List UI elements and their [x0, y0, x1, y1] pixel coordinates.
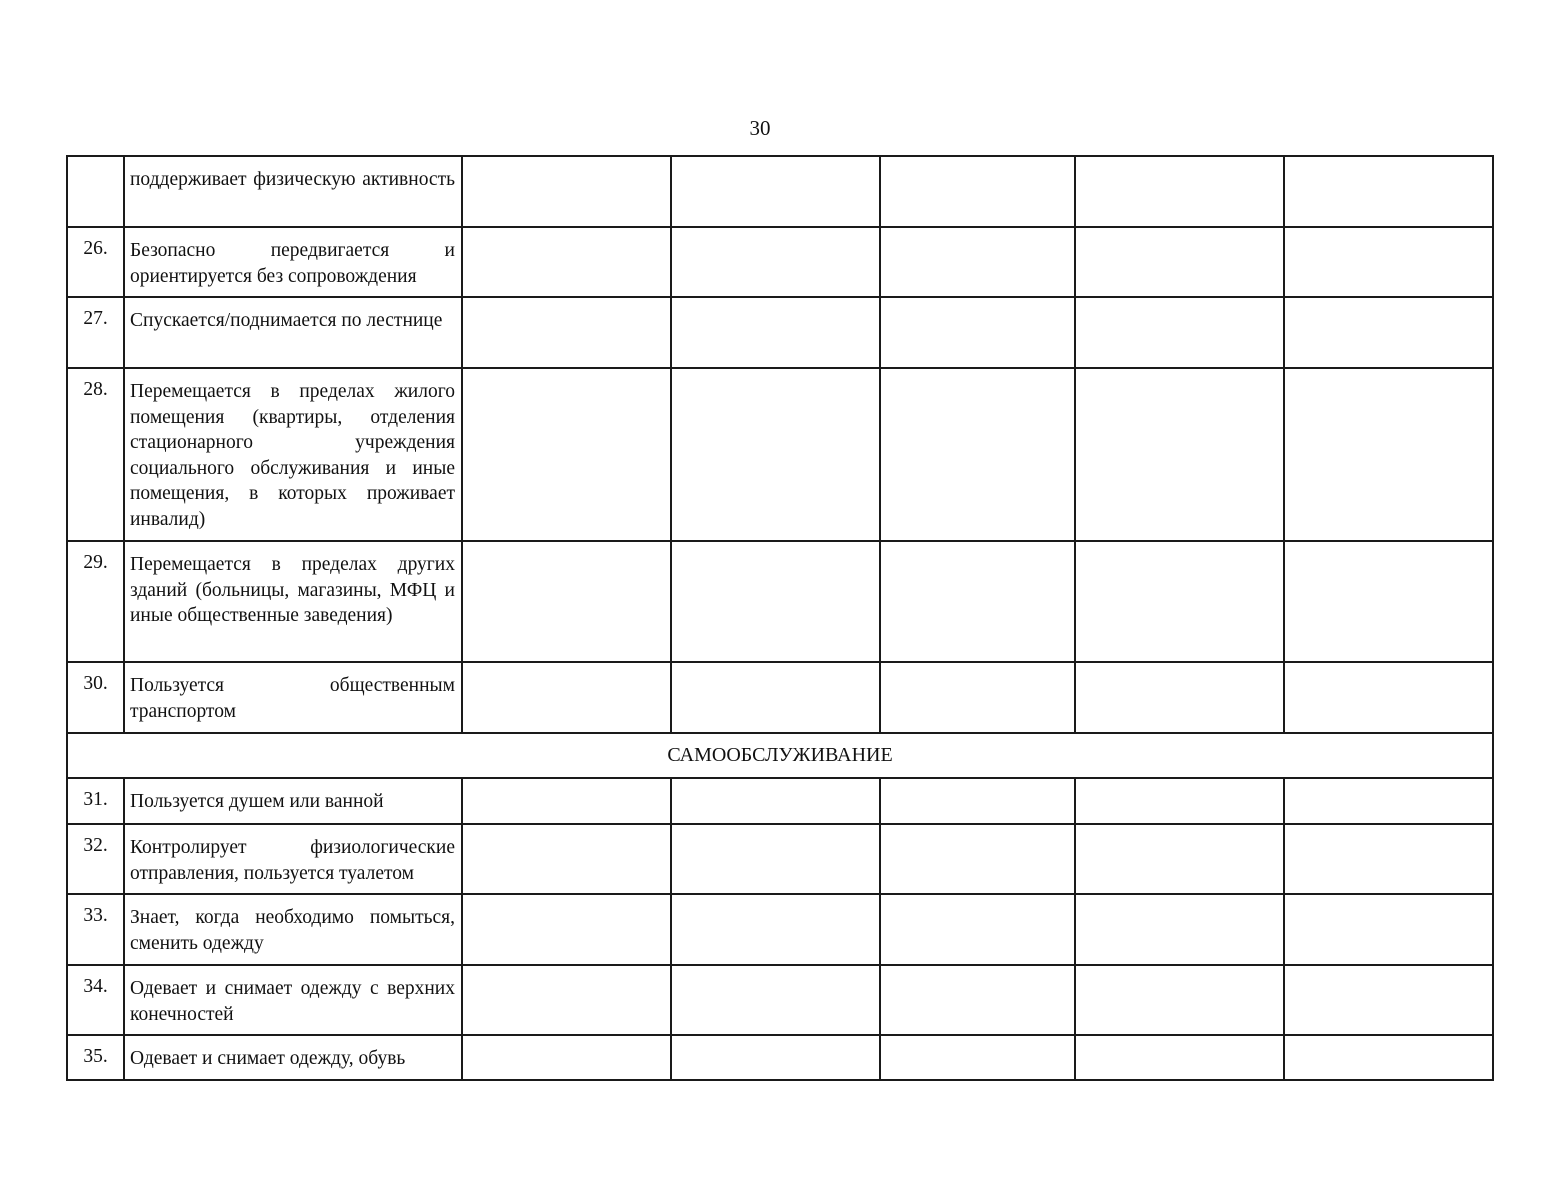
table-row [67, 156, 1493, 227]
row-number: 30. [67, 662, 124, 733]
row-number: 28. [67, 368, 124, 541]
table-row [67, 662, 1493, 733]
table-row [67, 824, 1493, 894]
rating-cell [462, 894, 671, 965]
rating-cell [1075, 824, 1284, 894]
table-row [67, 227, 1493, 297]
rating-cell [462, 156, 671, 227]
table-row [67, 1035, 1493, 1080]
row-number: 26. [67, 227, 124, 297]
assessment-table [66, 155, 1494, 1081]
rating-cell [462, 368, 671, 541]
rating-cell [880, 156, 1075, 227]
row-description: Одевает и снимает одежду с верхних конечностей [124, 965, 462, 1035]
table-row [67, 541, 1493, 662]
rating-cell [671, 1035, 880, 1080]
rating-cell [1075, 894, 1284, 965]
rating-cell [1284, 894, 1493, 965]
rating-cell [1284, 824, 1493, 894]
rating-cell [462, 965, 671, 1035]
rating-cell [1284, 778, 1493, 824]
rating-cell [880, 227, 1075, 297]
rating-cell [880, 965, 1075, 1035]
rating-cell [462, 227, 671, 297]
row-number: 29. [67, 541, 124, 662]
rating-cell [462, 541, 671, 662]
row-description: Знает, когда необходимо помыться, сменить одежду [124, 894, 462, 965]
rating-cell [671, 778, 880, 824]
rating-cell [671, 156, 880, 227]
rating-cell [1284, 1035, 1493, 1080]
rating-cell [671, 368, 880, 541]
rating-cell [462, 824, 671, 894]
rating-cell [1075, 965, 1284, 1035]
rating-cell [1075, 368, 1284, 541]
row-description: Спускается/поднимается по лестнице [124, 297, 462, 368]
rating-cell [880, 368, 1075, 541]
row-description: Перемещается в пределах других зданий (больницы, магазины, МФЦ и иные общественные заведения) [124, 541, 462, 662]
rating-cell [880, 778, 1075, 824]
rating-cell [1284, 297, 1493, 368]
rating-cell [1075, 778, 1284, 824]
table-row [67, 965, 1493, 1035]
row-description: Контролирует физиологические отправления, пользуется туалетом [124, 824, 462, 894]
row-description: Пользуется душем или ванной [124, 778, 462, 824]
rating-cell [1284, 156, 1493, 227]
rating-cell [1075, 541, 1284, 662]
rating-cell [1284, 662, 1493, 733]
rating-cell [462, 778, 671, 824]
rating-cell [880, 1035, 1075, 1080]
row-description: поддерживает физическую активность [124, 156, 462, 227]
rating-cell [1075, 662, 1284, 733]
row-description: Перемещается в пределах жилого помещения (квартиры, отделения стационарного учреждения социального обслуживания и иные помещения, в которых проживает инвалид) [124, 368, 462, 541]
row-number: 32. [67, 824, 124, 894]
row-description: Одевает и снимает одежду, обувь [124, 1035, 462, 1080]
row-number: 27. [67, 297, 124, 368]
rating-cell [462, 297, 671, 368]
rating-cell [1075, 227, 1284, 297]
rating-cell [880, 297, 1075, 368]
row-number: 35. [67, 1035, 124, 1080]
row-number: 31. [67, 778, 124, 824]
rating-cell [1284, 965, 1493, 1035]
rating-cell [880, 541, 1075, 662]
rating-cell [880, 894, 1075, 965]
rating-cell [671, 541, 880, 662]
rating-cell [671, 662, 880, 733]
rating-cell [1075, 1035, 1284, 1080]
rating-cell [671, 824, 880, 894]
rating-cell [462, 662, 671, 733]
table-row [67, 297, 1493, 368]
page-number: 30 [749, 116, 771, 140]
table-row [67, 778, 1493, 824]
rating-cell [671, 894, 880, 965]
rating-cell [1284, 368, 1493, 541]
rating-cell [880, 824, 1075, 894]
row-number: 33. [67, 894, 124, 965]
rating-cell [880, 662, 1075, 733]
table-row [67, 368, 1493, 541]
row-number: 34. [67, 965, 124, 1035]
table-row [67, 894, 1493, 965]
row-description: Пользуется общественным транспортом [124, 662, 462, 733]
rating-cell [671, 227, 880, 297]
section-title: САМООБСЛУЖИВАНИЕ [67, 733, 1493, 778]
rating-cell [671, 297, 880, 368]
rating-cell [671, 965, 880, 1035]
rating-cell [462, 1035, 671, 1080]
rating-cell [1284, 541, 1493, 662]
rating-cell [1075, 156, 1284, 227]
row-description: Безопасно передвигается и ориентируется без сопровождения [124, 227, 462, 297]
rating-cell [1284, 227, 1493, 297]
rating-cell [1075, 297, 1284, 368]
row-number [67, 156, 124, 227]
section-row [67, 733, 1493, 778]
